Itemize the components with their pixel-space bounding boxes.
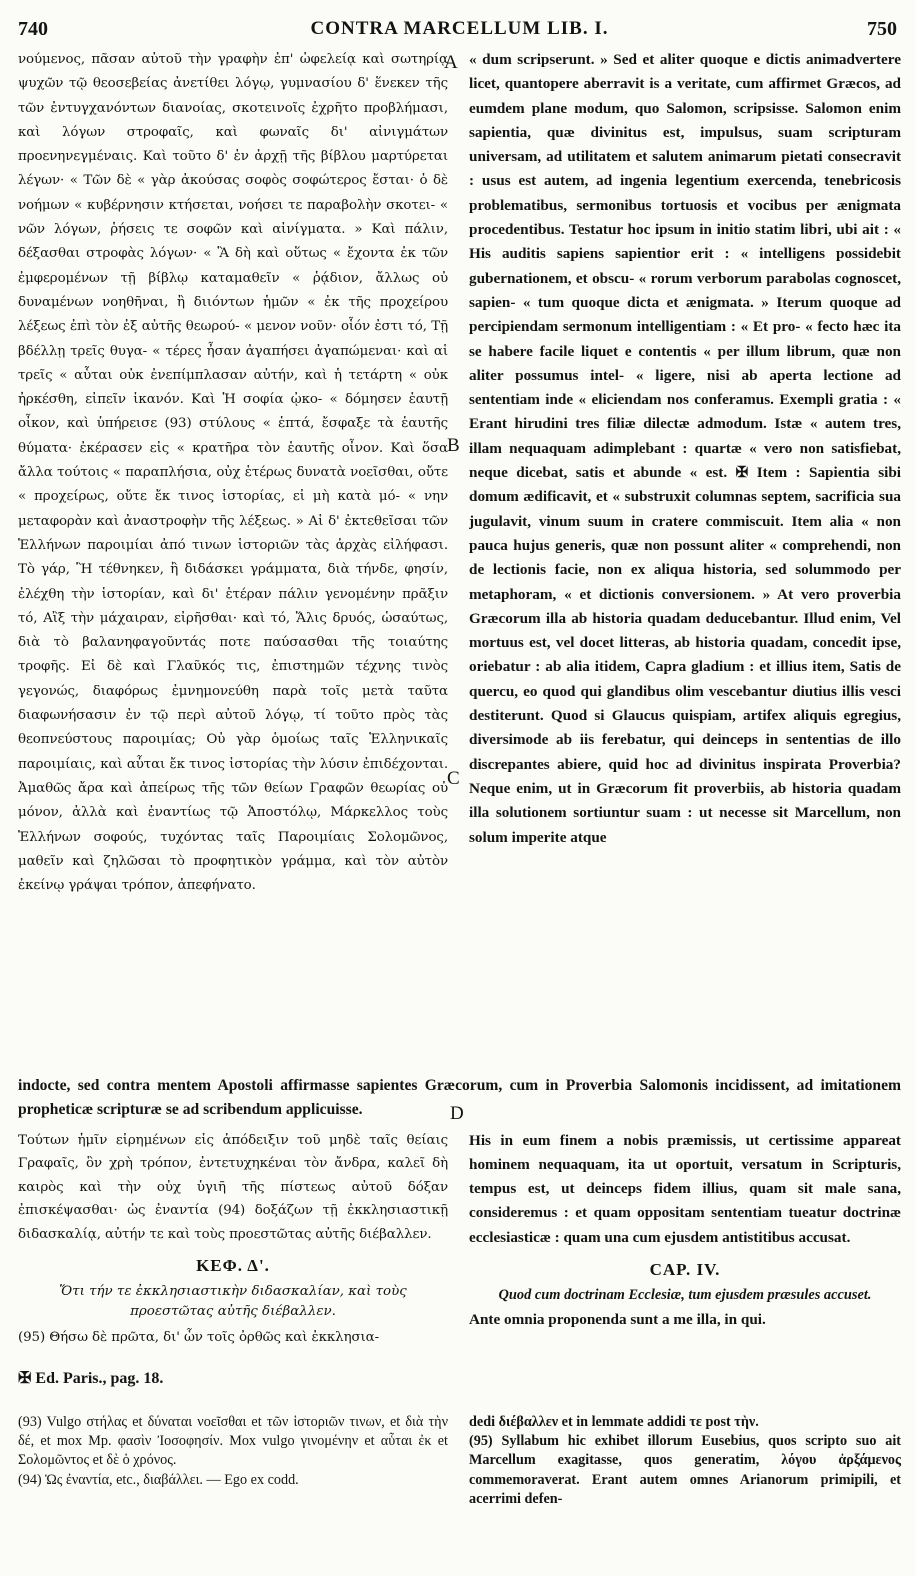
latin-d-text: His in eum finem a nobis præmissis, ut certissime appareat hominem nequaquam, ita ut oportuit, versatum in Scripturis, tempus est, ut deinceps fidem illius, quam sit male sana, consideremus : et quam oppositam sententiam tueatur doctrinæ ecclesiasticæ : quam una cum ejusdem antistitibus accusat.	[469, 1131, 901, 1246]
footnote-94: (94) Ὡς ἐναντία, etc., διαβάλλει. — Ego ex codd.	[18, 1471, 299, 1488]
page-number-left: 740	[18, 18, 48, 40]
page-number-right: 750	[867, 18, 897, 40]
latin-column	[469, 48, 901, 1074]
greek-chapter-heading: ΚΕΦ. Δ'.	[196, 1256, 270, 1276]
footnotes	[18, 1413, 901, 1509]
latin-fullwidth-text: indocte, sed contra mentem Apostoli affirmasse sapientes Græcorum, cum in Proverbia Salomonis incidissent, ad imitationem propheticæ scripturæ se ad scribendum applicuisse.	[18, 1077, 901, 1119]
margin-letter-a: A	[444, 52, 458, 73]
greek-chapter-subtitle: Ὅτι τήν τε ἐκκλησιαστικὴν διδασκαλίαν, καὶ τοὺς προεστῶτας αὐτῆς διέβαλλεν.	[59, 1284, 407, 1320]
greek-main-text: νούμενος, πᾶσαν αὐτοῦ τὴν γραφὴν ἐπ' ὠφελείᾳ καὶ σωτηρίᾳ ψυχῶν τῷ θεοσεβείας ἀνετίθει λόγῳ, γυμνασίου δ' ἕνεκεν τῆς τῶν ἐντυγχανόντων διανοίας, σκοτεινοῖς ἐχρῆτο προβλήμασι, καὶ λόγων στροφαῖς, καὶ φωναῖς δι' αἰνιγμάτων προενηνεγμέναις. Καὶ τοῦτο δ' ἐν ἀρχῇ τῆς βίβλου μαρτύρεται λέγων· « Τῶν δὲ « γὰρ ἀκούσας σοφὸς σοφώτερος ἔσται· ὁ δὲ νοήμων « κυβέρνησιν κτήσεται, νοήσει τε παραβολὴν σκοτει- « νῶν λόγων, ῥήσεις τε σοφῶν καὶ αἰνίγματα. » Καὶ πάλιν, δέξασθαι στροφὰς λόγων· « Ἃ δὴ καὶ οὕτως « ἔχοντα ἐκ τῶν ἐμφερομένων τῇ βίβλῳ καταμαθεῖν « ῥᾴδιον, ἄλλως οὐ δυναμένων νοηθῆναι, ἢ διιόντων ἡμῶν « ἐκ τῆς προχείρου λέξεως ἐπὶ τὸν ἐξ αὐτῆς θεωρού- « μενον νοῦν· οἷόν ἐστι τό, Τῇ βδέλλῃ τρεῖς θυγα- « τέρες ἦσαν ἀγαπήσει ἀγαπώμεναι· καὶ αἱ τρεῖς « αὗται οὐκ ἐνεπίμπλασαν αὐτήν, καὶ ἡ τετάρτη « οὐκ ἠρκέσθη, εἰπεῖν ἱκανόν. Καὶ Ἡ σοφία ᾠκο- « δόμησεν ἑαυτῇ οἶκον, καὶ ὑπήρεισε (93) στύλους « ἑπτά, ἔσφαξε τὰ ἑαυτῆς θύματα· ἐκέρασεν εἰς « κρατῆρα τὸν ἑαυτῆς οἶνον. Καὶ ὅσα ἄλλα τούτοις « παραπλήσια, οὐχ ἑτέρως δυνατὰ νοεῖσθαι, οὔτε « προχείρως, οὔτε ἔκ τινος ἱστορίας, εἰ μὴ κατὰ μό- « νην μεταφορὰν καὶ ἀναστροφὴν τῆς λέξεως. » Αἱ δ' ἐκτεθεῖσαι τῶν Ἑλλήνων παροιμίαι ἀπό τινων ἱστοριῶν τὰς ἀρχὰς εἰλήφασι. Τὸ γάρ, Ἢ τέθνηκεν, ἢ διδάσκει γράμματα, διὰ τήνδε, φησίν, ἐλέχθη τὴν ἱστορίαν, καὶ δι' ἑτέραν πάλιν γενομένην πρᾶξιν τό, Αἲξ τὴν μάχαιραν, εἰρῆσθαι· καὶ τό, Ἅλις δρυός, ὡσαύτως, διὰ τὸ βαλανηφαγοῦντάς ποτε παύσασθαι τῆς τοιαύτης τροφῆς. Εἰ δὲ καὶ Γλαῦκός τις, ἐπιστημῶν τέχνης τινὸς γεγονώς, διαφόρως ἐμνημονεύθη παρὰ τοῖς μετὰ ταῦτα διαφωνήσασιν ἐν τῷ περὶ αὐτοῦ λόγῳ, τί τοῦτο πρὸς τὰς θεοπνεύστους παροιμίας; Οὐ γὰρ ὁμοίως ταῖς Ἑλληνικαῖς παροιμίαις, καὶ αὗται ἔκ τινος ἱστορίας τὴν λύσιν ἐπιδέχονται. Ἀμαθῶς ἄρα καὶ ἀπείρως τῆς τῶν θείων Γραφῶν θεωρίας οὐ μόνον, ἀλλὰ καὶ ἐναντίως τῷ Ἀποστόλῳ, Μάρκελλος τοὺς Ἑλλήνων σοφούς, τυχόντας ταῖς Παροιμίαις Σολομῶνος, μαθεῖν καὶ ζηλῶσαι τὸ προφητικὸν γράμμα, καὶ τὸν αὐτὸν ἐκείνῳ γράψαι τρόπον, ἀπεφήνατο.	[18, 52, 448, 894]
latin-main-text: « dum scripserunt. » Sed et aliter quoque e dictis animadvertere licet, quantopere aberravit is a veritate, cum affirmet Græcos, ad eumdem plane modum, quo Salomon, scripsisse. Salomon enim sapientia, quæ divinitus est, impulsus, suam scripturam universam, ad utilitatem et salutem animarum pietati consecravit : usus est autem, ad ingenia legentium exercenda, tenebricosis problematibus, sermonibus tortuosis et vocibus per ænigmata procedentibus. Testatur hoc ipsum in initio statim libri, ubi ait : « His auditis sapiens sapientior erit : « intelligens possidebit gubernationem, et obscu- « rorum verborum parabolas cognoscet, sapien- « tum quoque dicta et ænigmata. » Iterum quoque ad percipiendam sermonum intelligentiam : « Et pro- « fecto hæc ita se habere facile liquet e contentis « per illum librum, quæ non aliter possumus intel- « ligere, nisi ab aperta lectione ad sententiam inde « eliciendam nos conferamus. Exempli gratia : « Erant hirudini tres filiæ dilectæ admodum. Istæ « autem tres, illam nequaquam adimplebant : quartæ « vero non satisfiebat, neque dicebat, satis et abunde « est. ✠ Item : Sapientia sibi domum ædificavit, et « substruxit columnas septem, sacrificia sua jugulavit, vinum suum in cratere commiscuit. Item alia « non pauca hujus generis, quæ non possunt aliter « comprehendi, non de lectionis facie, non ex aliqua historia, sed solummodo per metaphoram, « et dictionis conversionem. » At vero proverbia Græcorum illa ab historia quadam deducebantur. Illud enim, Vel mortuus est, vel docet litteras, ab historia quadam, concedit ipse, oriebatur : ab alia itidem, Capra gladium : et illius item, Satis de quercu, eo quod qui glandibus olim vescebantur diutius illis vesci destiterunt. Quod si Glaucus quispiam, artifex aliquis egregius, diversimode ab iis ferebatur, qui deinceps in sententias de illo discrepantes abiere, quid hoc ad divinitus inspirata Proverbia? Neque enim, ut in Græcorum fit proverbiis, ab historia quadam illa solutionem sortiuntur suam : ut necesse sit Marcellum, non solum imperite atque	[469, 51, 901, 846]
margin-letter-c: C	[447, 768, 460, 789]
footnote-95: (95) Syllabum hic exhibet illorum Eusebius, quos scripto suo ait Marcellum exagitasse, quos generatim, λόγου ἀρξάμενος commemoraverat. Erant autem omnes Arianorum primipili, et acerrimi defen-	[469, 1433, 901, 1507]
running-header	[18, 18, 901, 48]
margin-letter-d: D	[450, 1103, 464, 1124]
footnotes-right	[469, 1413, 901, 1509]
greek-d-text: Τούτων ἡμῖν εἰρημένων εἰς ἀπόδειξιν τοῦ μηδὲ ταῖς θείαις Γραφαῖς, ὃν χρὴ τρόπον, ἐντετυχηκέναι τὸν ἄνδρα, καλεῖ δὴ καιρὸς καὶ τὴν οὐχ ὑγιῆ τῆς πίστεως αὐτοῦ δόξαν ἐπισκέψασθαι· ὡς ἐναντία (94) δοξάζων τῇ ἐκκλησιαστικῇ διδασκαλίᾳ, αὐτήν τε καὶ τοὺς προεστῶτας αὐτῆς διέβαλλεν.	[18, 1132, 448, 1242]
latin-chapter-heading: CAP. IV.	[649, 1260, 721, 1280]
greek-chapter-first-line: (95) Θήσω δὲ πρῶτα, δι' ὧν τοῖς ὀρθῶς καὶ ἐκκλησια-	[18, 1330, 380, 1346]
latin-chapter-subtitle: Quod cum doctrinam Ecclesiæ, tum ejusdem præsules accuset.	[498, 1287, 872, 1304]
greek-column	[18, 48, 448, 1074]
latin-chapter-first-line: Ante omnia proponenda sunt a me illa, in qui.	[469, 1311, 766, 1329]
greek-d-column	[18, 1129, 448, 1403]
footnote-93: (93) Vulgo στήλας et δύναται νοεῖσθαι et τῶν ἱστοριῶν τινων, et διὰ τὴν δέ, et mox Mp. φασὶν Ἰοσοφησίν. Mox vulgo γινομένην et αὗται ἐκ et Σολομῶντος et δὲ ὁ χρόνος.	[18, 1413, 448, 1469]
footnote-94-cont: dedi διέβαλλεν et in lemmate addidi τε post τὴν.	[469, 1413, 759, 1430]
footnotes-left	[18, 1413, 448, 1509]
latin-d-column	[469, 1129, 901, 1403]
margin-letter-b: B	[447, 435, 460, 456]
edition-note: ✠ Ed. Paris., pag. 18.	[18, 1369, 164, 1387]
section-d-columns	[18, 1129, 901, 1403]
running-title: CONTRA MARCELLUM LIB. I.	[310, 18, 609, 39]
main-columns	[18, 48, 901, 1074]
